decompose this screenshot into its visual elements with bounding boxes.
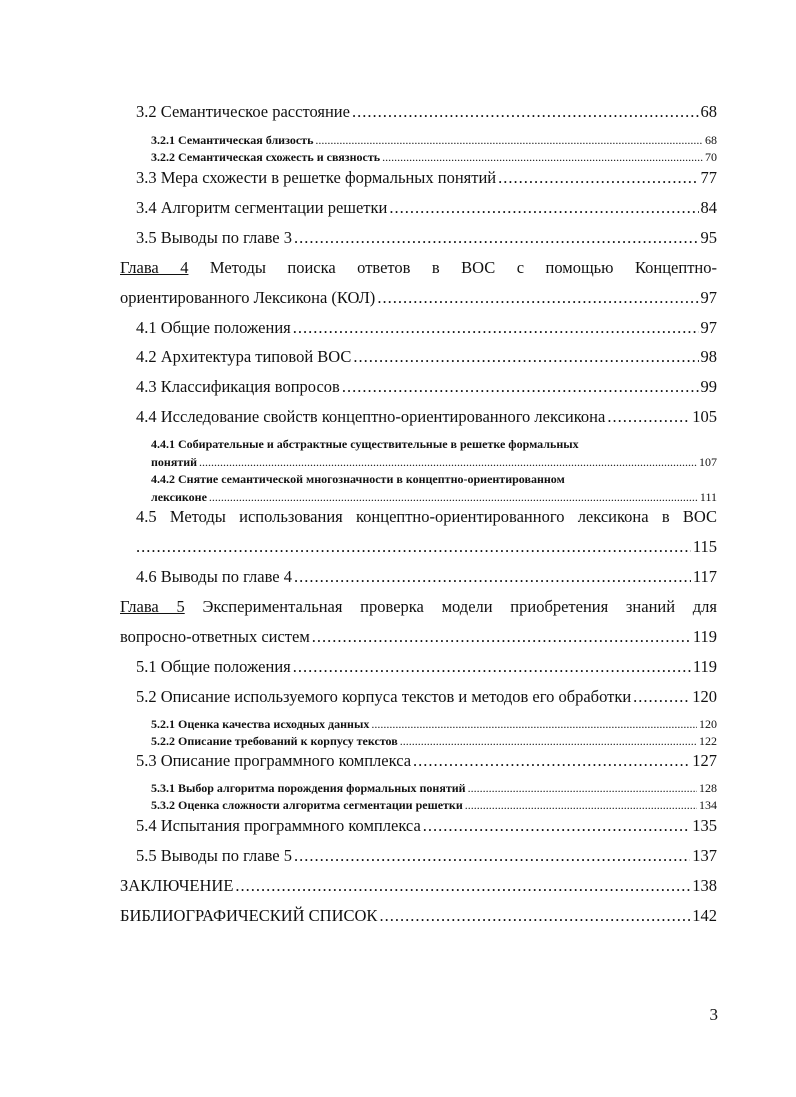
toc-page-number: 142 <box>692 906 717 925</box>
toc-entry-text: 3.2.1 Семантическая близость <box>151 133 314 147</box>
toc-leader <box>423 816 690 836</box>
toc-page-number: 135 <box>692 816 717 835</box>
toc-entry-5-3-2[interactable] <box>151 798 717 813</box>
toc-entry-4-5-line2[interactable] <box>136 537 717 557</box>
toc-entry-text: ЗАКЛЮЧЕНИЕ <box>120 876 234 895</box>
toc-leader <box>377 288 698 308</box>
toc-entry-4-4-2-line1[interactable] <box>151 472 717 487</box>
toc-page-number: 128 <box>699 781 717 795</box>
toc-entry-text: 4.2 Архитектура типовой ВОС <box>136 347 352 366</box>
toc-leader <box>468 781 697 796</box>
toc-page-number: 117 <box>692 567 717 586</box>
toc-leader <box>209 490 698 505</box>
toc-leader <box>342 377 699 397</box>
toc-entry-text: 4.1 Общие положения <box>136 318 291 337</box>
toc-entry-4-3[interactable] <box>136 377 717 397</box>
toc-entry-4-6[interactable] <box>136 567 717 587</box>
toc-leader <box>389 198 698 218</box>
toc-entry-text: 3.3 Мера схожести в решетке формальных понятий <box>136 168 497 187</box>
toc-leader <box>465 798 697 813</box>
toc-leader <box>633 687 690 707</box>
toc-entry-text: 3.2 Семантическое расстояние <box>136 102 350 121</box>
toc-entry-3-2-2[interactable] <box>151 150 717 165</box>
chapter-title-line2: вопросно-ответных систем <box>120 627 310 646</box>
toc-leader <box>136 537 691 557</box>
toc-entry-4-4-1-line1[interactable] <box>151 437 717 452</box>
toc-leader <box>294 846 690 866</box>
toc-page-number: 97 <box>700 318 717 337</box>
toc-page-number: 107 <box>699 455 717 469</box>
toc-entry-text: 5.1 Общие положения <box>136 657 291 676</box>
toc-entry-5-2[interactable] <box>136 687 717 707</box>
toc-entry-text: 5.4 Испытания программного комплекса <box>136 816 421 835</box>
toc-entry-4-4-1-line2[interactable] <box>151 455 717 470</box>
toc-leader <box>607 407 690 427</box>
toc-entry-text: 4.5 Методы использования концептно-ориентированного лексикона в ВОС <box>136 507 717 526</box>
toc-leader <box>294 567 691 587</box>
toc-leader <box>413 751 690 771</box>
toc-entry-text: 5.2 Описание используемого корпуса текстов и методов его обработки <box>136 687 632 706</box>
toc-entry-5-1[interactable] <box>136 657 717 677</box>
toc-page-number: 105 <box>692 407 717 426</box>
toc-leader <box>498 168 698 188</box>
toc-entry-5-2-1[interactable] <box>151 717 717 732</box>
toc-page-number: 98 <box>700 347 717 366</box>
page-number: 3 <box>709 1005 718 1024</box>
toc-chapter-5-line1[interactable] <box>120 597 717 617</box>
toc-page-number: 115 <box>692 537 717 556</box>
chapter-title-line1: Экспериментальная проверка модели приобретения знаний для <box>202 597 717 616</box>
toc-entry-3-2[interactable] <box>136 102 717 122</box>
toc-leader <box>312 627 691 647</box>
toc-entry-text: 4.6 Выводы по главе 4 <box>136 567 292 586</box>
toc-page-number: 111 <box>699 490 717 504</box>
toc-page-number: 68 <box>705 133 717 147</box>
toc-entry-4-2[interactable] <box>136 347 717 367</box>
toc-page-number: 119 <box>692 627 717 646</box>
toc-page-number: 68 <box>700 102 717 121</box>
toc-entry-text: 5.2.2 Описание требований к корпусу текстов <box>151 734 398 748</box>
toc-page-number: 77 <box>700 168 717 187</box>
toc-chapter-4-line2[interactable] <box>120 288 717 308</box>
toc-entry-text: 4.4.1 Собирательные и абстрактные существительные в решетке формальных <box>151 437 579 451</box>
toc-entry-4-4[interactable] <box>136 407 717 427</box>
toc-entry-text: 5.2.1 Оценка качества исходных данных <box>151 717 370 731</box>
toc-entry-text: 5.3.1 Выбор алгоритма порождения формальных понятий <box>151 781 466 795</box>
toc-page-number: 137 <box>692 846 717 865</box>
toc-entry-3-3[interactable] <box>136 168 717 188</box>
toc-leader <box>294 228 699 248</box>
toc-entry-bibliography[interactable] <box>120 906 717 926</box>
toc-page-number: 119 <box>692 657 717 676</box>
toc-leader <box>353 347 698 367</box>
toc-chapter-4-line1[interactable] <box>120 258 717 278</box>
toc-leader <box>293 657 691 677</box>
toc-entry-4-4-2-line2[interactable] <box>151 490 717 505</box>
toc-entry-3-2-1[interactable] <box>151 133 717 148</box>
toc-leader <box>235 876 690 896</box>
toc-entry-text: 4.4.2 Снятие семантической многозначности в концептно-ориентированном <box>151 472 565 486</box>
chapter-label: Глава 4 <box>120 258 189 277</box>
toc-leader <box>315 133 703 148</box>
chapter-title-line2: ориентированного Лексикона (КОЛ) <box>120 288 376 307</box>
chapter-title-line1: Методы поиска ответов в ВОС с помощью Концептно- <box>209 258 717 277</box>
toc-entry-text: БИБЛИОГРАФИЧЕСКИЙ СПИСОК <box>120 906 378 925</box>
toc-entry-text: лексиконе <box>151 490 207 504</box>
toc-entry-5-3[interactable] <box>136 751 717 771</box>
toc-page-number: 120 <box>699 717 717 731</box>
toc-leader <box>400 734 697 749</box>
toc-entry-conclusion[interactable] <box>120 876 717 896</box>
toc-entry-text: 5.5 Выводы по главе 5 <box>136 846 292 865</box>
toc-leader <box>371 717 697 732</box>
toc-page-number: 95 <box>700 228 717 247</box>
toc-chapter-5-line2[interactable] <box>120 627 717 647</box>
toc-entry-5-2-2[interactable] <box>151 734 717 749</box>
toc-leader <box>379 906 690 926</box>
toc-entry-text: 4.4 Исследование свойств концептно-ориентированного лексикона <box>136 407 606 426</box>
toc-page-number: 134 <box>699 798 717 812</box>
toc-entry-4-5-line1[interactable] <box>136 507 717 527</box>
toc-entry-5-3-1[interactable] <box>151 781 717 796</box>
toc-entry-text: 5.3.2 Оценка сложности алгоритма сегментации решетки <box>151 798 463 812</box>
toc-entry-5-4[interactable] <box>136 816 717 836</box>
toc-entry-text: понятий <box>151 455 198 469</box>
toc-leader <box>382 150 703 165</box>
toc-page-number: 99 <box>700 377 717 396</box>
toc-entry-text: 3.2.2 Семантическая схожесть и связность <box>151 150 381 164</box>
toc-page-number: 84 <box>700 198 717 217</box>
toc-page-number: 138 <box>692 876 717 895</box>
toc-entry-text: 3.4 Алгоритм сегментации решетки <box>136 198 388 217</box>
toc-page-number: 122 <box>699 734 717 748</box>
chapter-label: Глава 5 <box>120 597 185 616</box>
toc-entry-text: 5.3 Описание программного комплекса <box>136 751 412 770</box>
toc-leader <box>352 102 699 122</box>
toc-page-number: 97 <box>700 288 717 307</box>
toc-entry-text: 3.5 Выводы по главе 3 <box>136 228 292 247</box>
toc-entry-3-5[interactable] <box>136 228 717 248</box>
toc-leader <box>293 318 699 338</box>
toc-entry-3-4[interactable] <box>136 198 717 218</box>
toc-page-number: 127 <box>692 751 717 770</box>
toc-entry-text: 4.3 Классификация вопросов <box>136 377 340 396</box>
toc-leader <box>199 455 697 470</box>
toc-page-number: 70 <box>705 150 717 164</box>
toc-page-number: 120 <box>692 687 717 706</box>
toc-entry-4-1[interactable] <box>136 318 717 338</box>
toc-entry-5-5[interactable] <box>136 846 717 866</box>
